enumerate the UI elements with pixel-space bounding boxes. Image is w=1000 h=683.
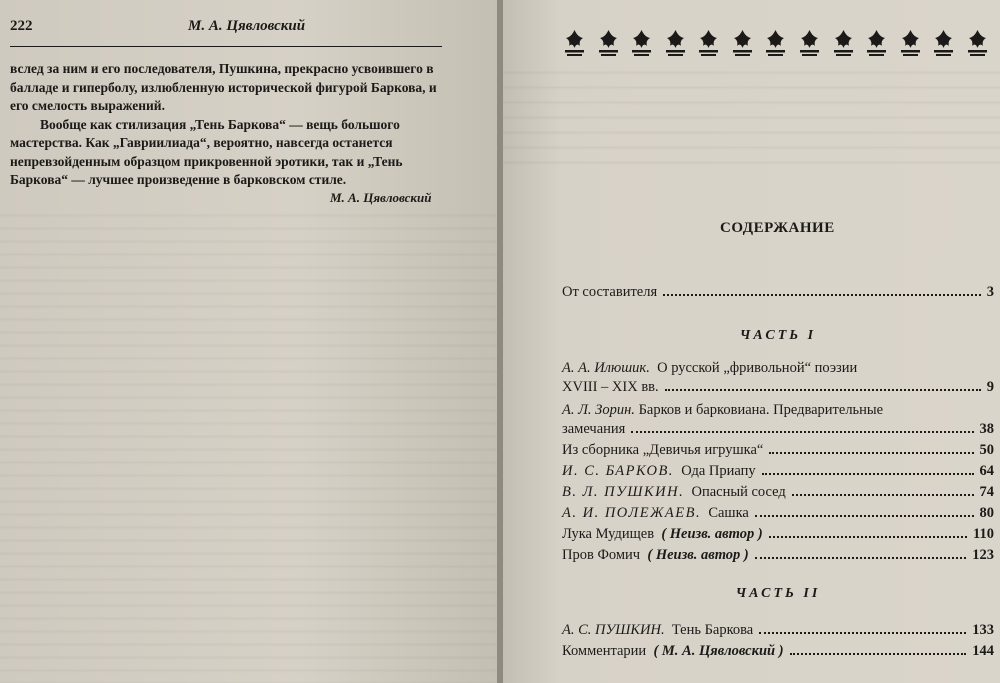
dot-leader <box>769 536 967 538</box>
toc-entry-continued <box>562 379 994 399</box>
dot-leader <box>762 473 974 475</box>
floral-ornament-icon <box>762 26 789 58</box>
toc-entry-title: Опасный сосед <box>691 484 786 500</box>
dot-leader <box>790 653 967 655</box>
toc-page-number: 133 <box>972 622 994 638</box>
floral-ornament-icon <box>930 26 957 58</box>
toc-entry <box>562 622 994 642</box>
floral-ornament-icon <box>796 26 823 58</box>
toc-page-number: 9 <box>986 379 994 395</box>
dot-leader <box>755 515 974 517</box>
toc-page-number: 110 <box>973 526 994 542</box>
floral-ornament-icon <box>964 26 991 58</box>
toc-entry-author: И. С. БАРКОВ. <box>562 463 674 479</box>
paragraph: вслед за ним и его последователя, Пушкина, прекрасно усвоившего в балладе и гиперболу, излюбленную исторической фигурой Баркова, и его смелость выражений. <box>10 61 437 113</box>
toc-page-number: 74 <box>979 484 994 500</box>
toc-entry-preface <box>562 284 994 304</box>
toc-page-number: 50 <box>979 442 994 458</box>
author-signature: М. А. Цявловский <box>330 190 432 205</box>
toc-entry-title-line2: XVIII – XIX вв. <box>562 379 659 395</box>
toc-entry-title: О русской „фривольной“ поэзии <box>657 360 858 376</box>
dot-leader <box>792 494 974 496</box>
floral-ornament-icon <box>897 26 924 58</box>
body-text <box>10 60 438 190</box>
toc-entry-author: В. Л. ПУШКИН. <box>562 484 685 500</box>
floral-ornament-icon <box>662 26 689 58</box>
toc-entry-note: ( Неизв. автор ) <box>661 526 763 542</box>
dot-leader <box>663 294 981 296</box>
toc-entry-title: Сашка <box>708 505 749 521</box>
floral-ornament-icon <box>628 26 655 58</box>
floral-ornament-icon <box>561 26 588 58</box>
toc-entry-title: Из сборника „Девичья игрушка“ <box>562 442 764 458</box>
toc-entry-title: Пров Фомич <box>562 547 641 563</box>
toc-entry <box>562 360 994 380</box>
toc-page-number: 80 <box>979 505 994 521</box>
toc-entry <box>562 402 994 422</box>
toc-entry-title: Лука Мудищев <box>562 526 655 542</box>
bleed-through-texture <box>0 205 497 683</box>
toc-entry <box>562 526 994 546</box>
toc-entry <box>562 505 994 525</box>
paragraph: Вообще как стилизация „Тень Баркова“ — вещь большого мастерства. Как „Гавриилиада“, вероятно, навсегда останется непревзойденным образцом прикровенной эротики, так и „Тень Баркова“ — лучшее произведение в барковском стиле. <box>10 116 403 187</box>
toc-entry-title: Барков и барковиана. Предварительные <box>638 402 884 418</box>
toc-entry-author: А. Л. Зорин. <box>562 402 635 418</box>
floral-ornament-icon <box>830 26 857 58</box>
toc-page-number: 64 <box>979 463 994 479</box>
dot-leader <box>769 452 973 454</box>
toc-title: СОДЕРЖАНИЕ <box>720 220 835 236</box>
toc-entry-title: Ода Приапу <box>681 463 756 479</box>
page-header <box>10 16 442 47</box>
toc-entry-author: А. А. Илюшик. <box>562 360 650 376</box>
running-head: М. А. Цявловский <box>188 18 306 34</box>
dot-leader <box>631 431 973 433</box>
toc-page-number: 38 <box>979 421 994 437</box>
right-page <box>503 0 1000 683</box>
page-number: 222 <box>10 18 33 34</box>
toc-entry-title: От составителя <box>562 284 658 300</box>
toc-page-number: 3 <box>986 284 994 300</box>
part-heading: ЧАСТЬ I <box>739 328 817 343</box>
toc-entry-title: Комментарии <box>562 643 647 659</box>
toc-entry <box>562 643 994 663</box>
toc-entry-note: ( М. А. Цявловский ) <box>653 643 784 659</box>
part-heading: ЧАСТЬ II <box>735 586 821 601</box>
floral-ornament-icon <box>595 26 622 58</box>
toc-page-number: 123 <box>972 547 994 563</box>
left-page <box>0 0 497 683</box>
dot-leader <box>759 632 966 634</box>
dot-leader <box>665 389 981 391</box>
toc-entry-author: А. С. ПУШКИН. <box>562 622 665 638</box>
toc-entry <box>562 442 994 462</box>
ornament-band <box>561 26 991 60</box>
bleed-through-texture <box>503 60 1000 170</box>
toc-entry-title-line2: замечания <box>562 421 626 437</box>
floral-ornament-icon <box>729 26 756 58</box>
toc-entry-note: ( Неизв. автор ) <box>647 547 749 563</box>
dot-leader <box>755 557 967 559</box>
toc-entry-author: А. И. ПОЛЕЖАЕВ. <box>562 505 702 521</box>
toc-entry-continued <box>562 421 994 441</box>
toc-entry <box>562 463 994 483</box>
toc-page-number: 144 <box>972 643 994 659</box>
floral-ornament-icon <box>863 26 890 58</box>
toc-entry-title: Тень Баркова <box>671 622 754 638</box>
toc-entry <box>562 547 994 567</box>
floral-ornament-icon <box>695 26 722 58</box>
toc-entry <box>562 484 994 504</box>
